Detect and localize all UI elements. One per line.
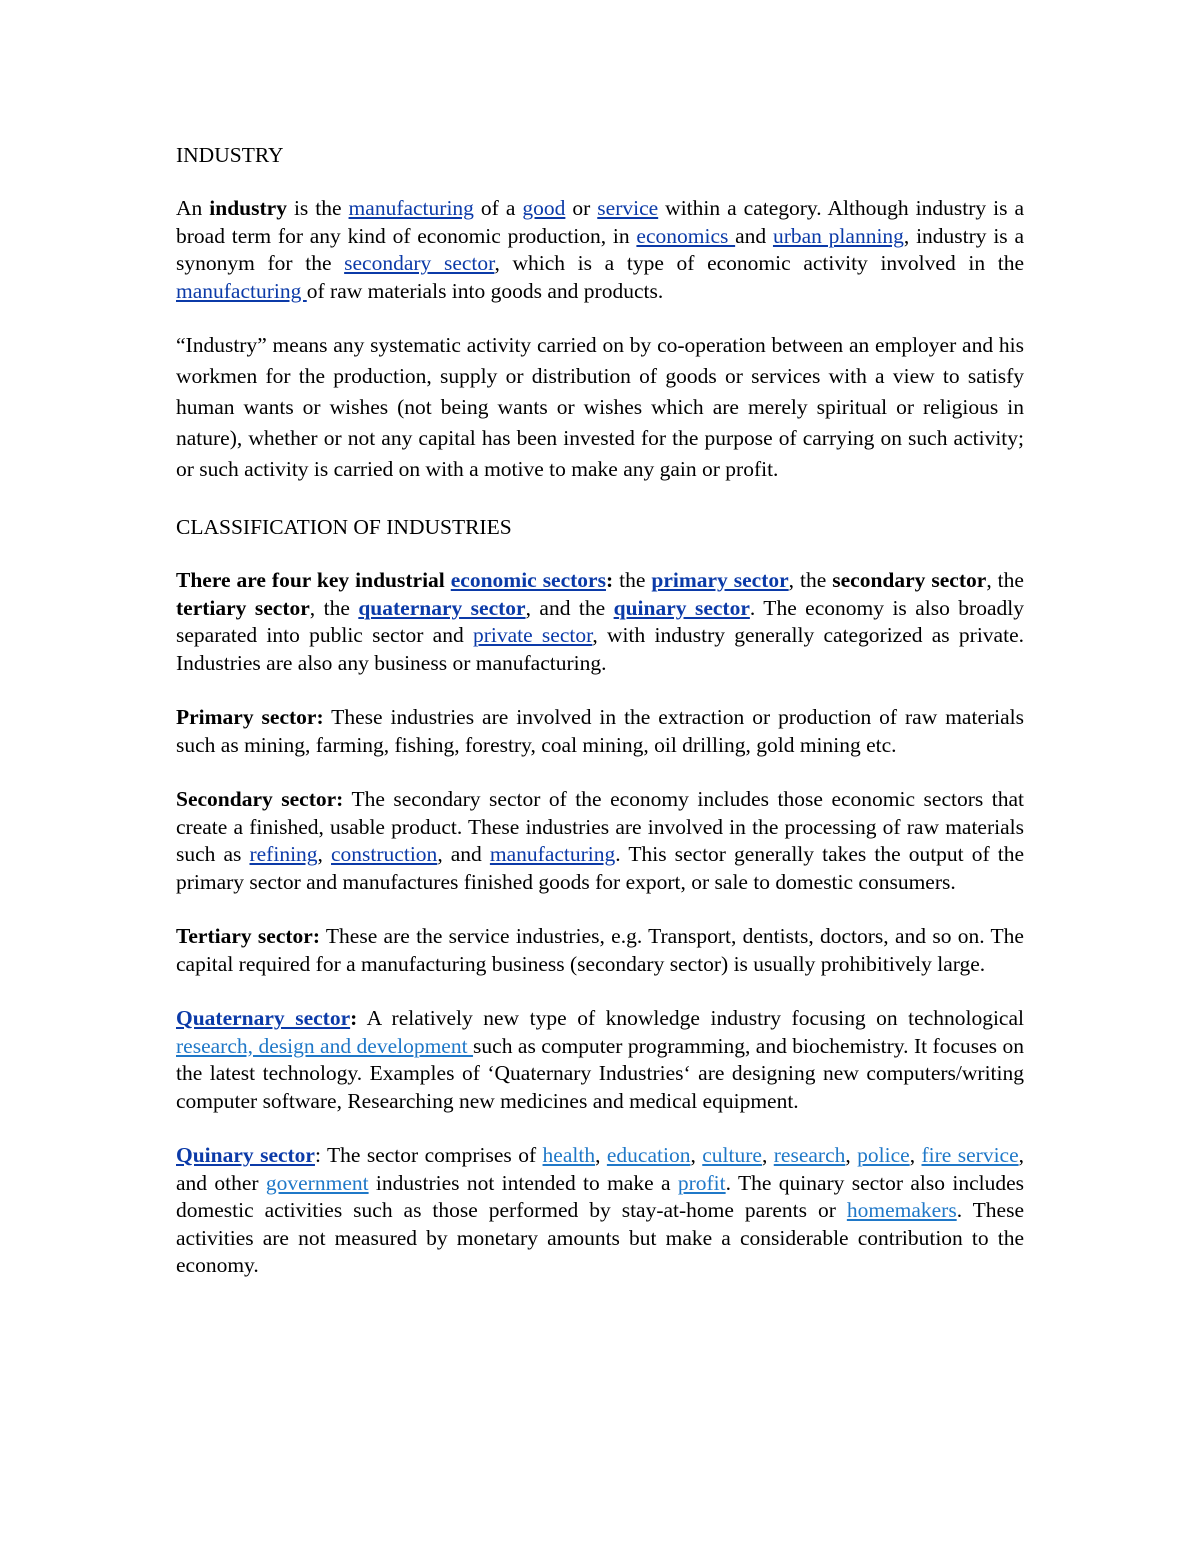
secondary-sector-paragraph: Secondary sector: The secondary sector of the economy includes those economic sectors that create a finished, usable product. These industries are involved in the processing of raw materials such as refining, construction, and manufacturing. This sector generally takes the output of the primary sector and manufactures finished goods for export, or sale to domestic consumers. [176, 787, 1024, 894]
link-quinary-sector[interactable]: quinary sector [613, 595, 750, 620]
intro-paragraph: An industry is the manufacturing of a good or service within a category. Although industry is a broad term for any kind of economic production, in economics and urban planning, industry is a synonym for the secondary sector, which is a type of economic activity involved in the manufacturing of raw materials into goods and products. [176, 196, 1025, 303]
tertiary-sector-paragraph: Tertiary sector: These are the service industries, e.g. Transport, dentists, doctors, and so on. The capital required for a manufacturing business (secondary sector) is usually prohibitively large. [176, 924, 1024, 976]
link-economics[interactable]: economics [636, 223, 736, 248]
classification-heading: CLASSIFICATION OF INDUSTRIES [176, 515, 512, 539]
link-research-design-development[interactable]: research, design and development [176, 1033, 474, 1058]
link-government[interactable]: government [265, 1170, 369, 1195]
document-body [176, 140, 1024, 1280]
link-quinary-sector-label[interactable]: Quinary sector [176, 1143, 315, 1167]
tertiary-sector-label: Tertiary sector: [176, 924, 320, 948]
link-manufacturing-2[interactable]: manufacturing [176, 278, 307, 303]
link-culture[interactable]: culture [702, 1143, 762, 1167]
primary-sector-paragraph: Primary sector: These industries are involved in the extraction or production of raw materials such as mining, farming, fishing, forestry, coal mining, oil drilling, gold mining etc. [176, 705, 1025, 757]
primary-sector-label: Primary sector: [176, 705, 324, 729]
link-secondary-sector[interactable]: secondary sector [344, 251, 495, 275]
term-industry: industry [209, 196, 287, 220]
link-primary-sector[interactable]: primary sector [651, 568, 789, 592]
link-profit[interactable]: profit [677, 1170, 726, 1195]
link-manufacturing-3[interactable]: manufacturing [489, 842, 616, 866]
link-urban-planning[interactable]: urban planning [772, 223, 904, 248]
link-private-sector[interactable]: private sector [472, 623, 593, 647]
link-fire-service[interactable]: fire service [921, 1143, 1019, 1167]
link-research[interactable]: research [773, 1143, 846, 1167]
link-refining[interactable]: refining [249, 842, 318, 866]
link-construction[interactable]: construction [331, 842, 438, 866]
secondary-sector-label: Secondary sector: [176, 787, 344, 811]
link-manufacturing[interactable]: manufacturing [348, 196, 474, 220]
quinary-sector-paragraph: Quinary sector: The sector comprises of health, education, culture, research, police, fire service, and other government industries not intended to make a profit. The quinary sector also includes domestic activities such as those performed by stay-at-home parents or homemakers. These activities are not measured by monetary amounts but make a considerable contribution to the economy. [176, 1143, 1025, 1277]
link-homemakers[interactable]: homemakers [846, 1198, 957, 1222]
link-health[interactable]: health [542, 1143, 596, 1167]
link-quaternary-sector-label[interactable]: Quaternary sector [176, 1006, 351, 1030]
link-police[interactable]: police [857, 1143, 910, 1167]
link-good[interactable]: good [522, 196, 566, 220]
link-education[interactable]: education [606, 1143, 691, 1167]
link-service[interactable]: service [597, 196, 659, 220]
page-title: INDUSTRY [176, 143, 284, 167]
link-quaternary-sector[interactable]: quaternary sector [358, 595, 526, 620]
sectors-intro-paragraph: There are four key industrial economic sectors: the primary sector, the secondary sector, the tertiary sector, the quaternary sector, and the quinary sector. The economy is also broadly separated into public sector and private sector, with industry generally categorized as private. Industries are also any business or manufacturing. [176, 568, 1024, 675]
link-economic-sectors[interactable]: economic sectors [450, 568, 606, 592]
industry-definition: “Industry” means any systematic activity carried on by co-operation between an employer and his workmen for the production, supply or distribution of goods or services with a view to satisfy human wants or wishes (not being wants or wishes which are merely spiritual or religious in nature), whether or not any capital has been invested for the purpose of carrying on such activity; or such activity is carried on with a motive to make any gain or profit. [176, 333, 1024, 481]
quaternary-sector-paragraph: Quaternary sector: A relatively new type of knowledge industry focusing on technological research, design and development such as computer programming, and biochemistry. It focuses on the latest technology. Examples of ‘Quaternary Industries‘ are designing new computers/writing computer software, Researching new medicines and medical equipment. [176, 1006, 1024, 1113]
